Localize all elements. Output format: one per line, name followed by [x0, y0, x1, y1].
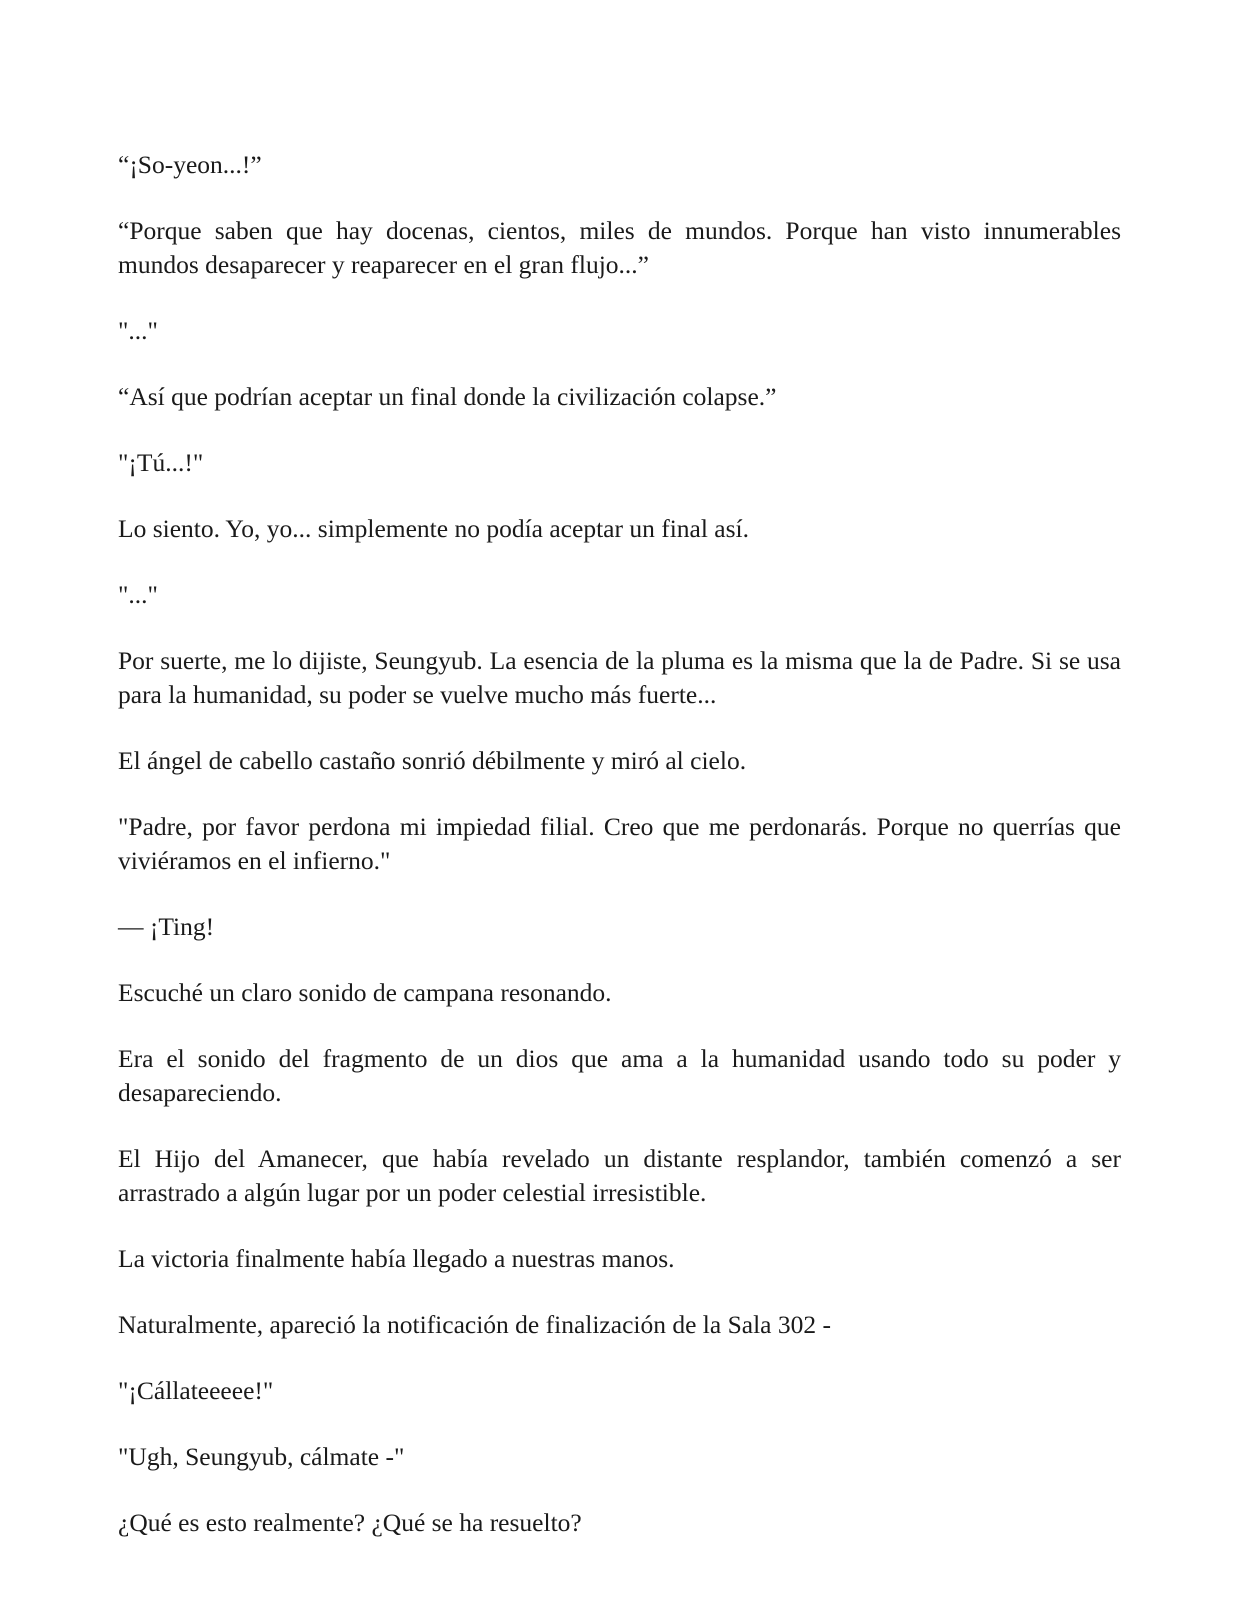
paragraph-1: “¡So-yeon...!”	[118, 150, 262, 179]
paragraph-17: "¡Cállateeeee!"	[118, 1376, 274, 1405]
paragraph-5: "¡Tú...!"	[118, 448, 204, 477]
paragraph-7: "..."	[118, 580, 158, 609]
paragraph-19: ¿Qué es esto realmente? ¿Qué se ha resuelto?	[118, 1508, 582, 1537]
paragraph-12: Escuché un claro sonido de campana resonando.	[118, 978, 612, 1007]
paragraph-14: El Hijo del Amanecer, que había revelado un distante resplandor, también comenzó a ser arrastrado a algún lugar por un poder celestial irresistible.	[118, 1144, 1121, 1207]
paragraph-15: La victoria finalmente había llegado a nuestras manos.	[118, 1244, 675, 1273]
paragraph-11: — ¡Ting!	[118, 912, 215, 941]
paragraph-4: “Así que podrían aceptar un final donde la civilización colapse.”	[118, 382, 777, 411]
document-body	[118, 148, 1121, 1572]
paragraph-9: El ángel de cabello castaño sonrió débilmente y miró al cielo.	[118, 746, 747, 775]
paragraph-18: "Ugh, Seungyub, cálmate -"	[118, 1442, 405, 1471]
paragraph-16: Naturalmente, apareció la notificación de finalización de la Sala 302 -	[118, 1310, 831, 1339]
paragraph-6: Lo siento. Yo, yo... simplemente no podía aceptar un final así.	[118, 514, 750, 543]
paragraph-3: "..."	[118, 316, 158, 345]
paragraph-13: Era el sonido del fragmento de un dios que ama a la humanidad usando todo su poder y desapareciendo.	[118, 1044, 1121, 1107]
paragraph-10: "Padre, por favor perdona mi impiedad filial. Creo que me perdonarás. Porque no querrías que viviéramos en el infierno."	[118, 812, 1121, 875]
paragraph-2: “Porque saben que hay docenas, cientos, miles de mundos. Porque han visto innumerables mundos desaparecer y reaparecer en el gran flujo...”	[118, 216, 1121, 279]
paragraph-8: Por suerte, me lo dijiste, Seungyub. La esencia de la pluma es la misma que la de Padre. Si se usa para la humanidad, su poder se vuelve mucho más fuerte...	[118, 646, 1121, 709]
